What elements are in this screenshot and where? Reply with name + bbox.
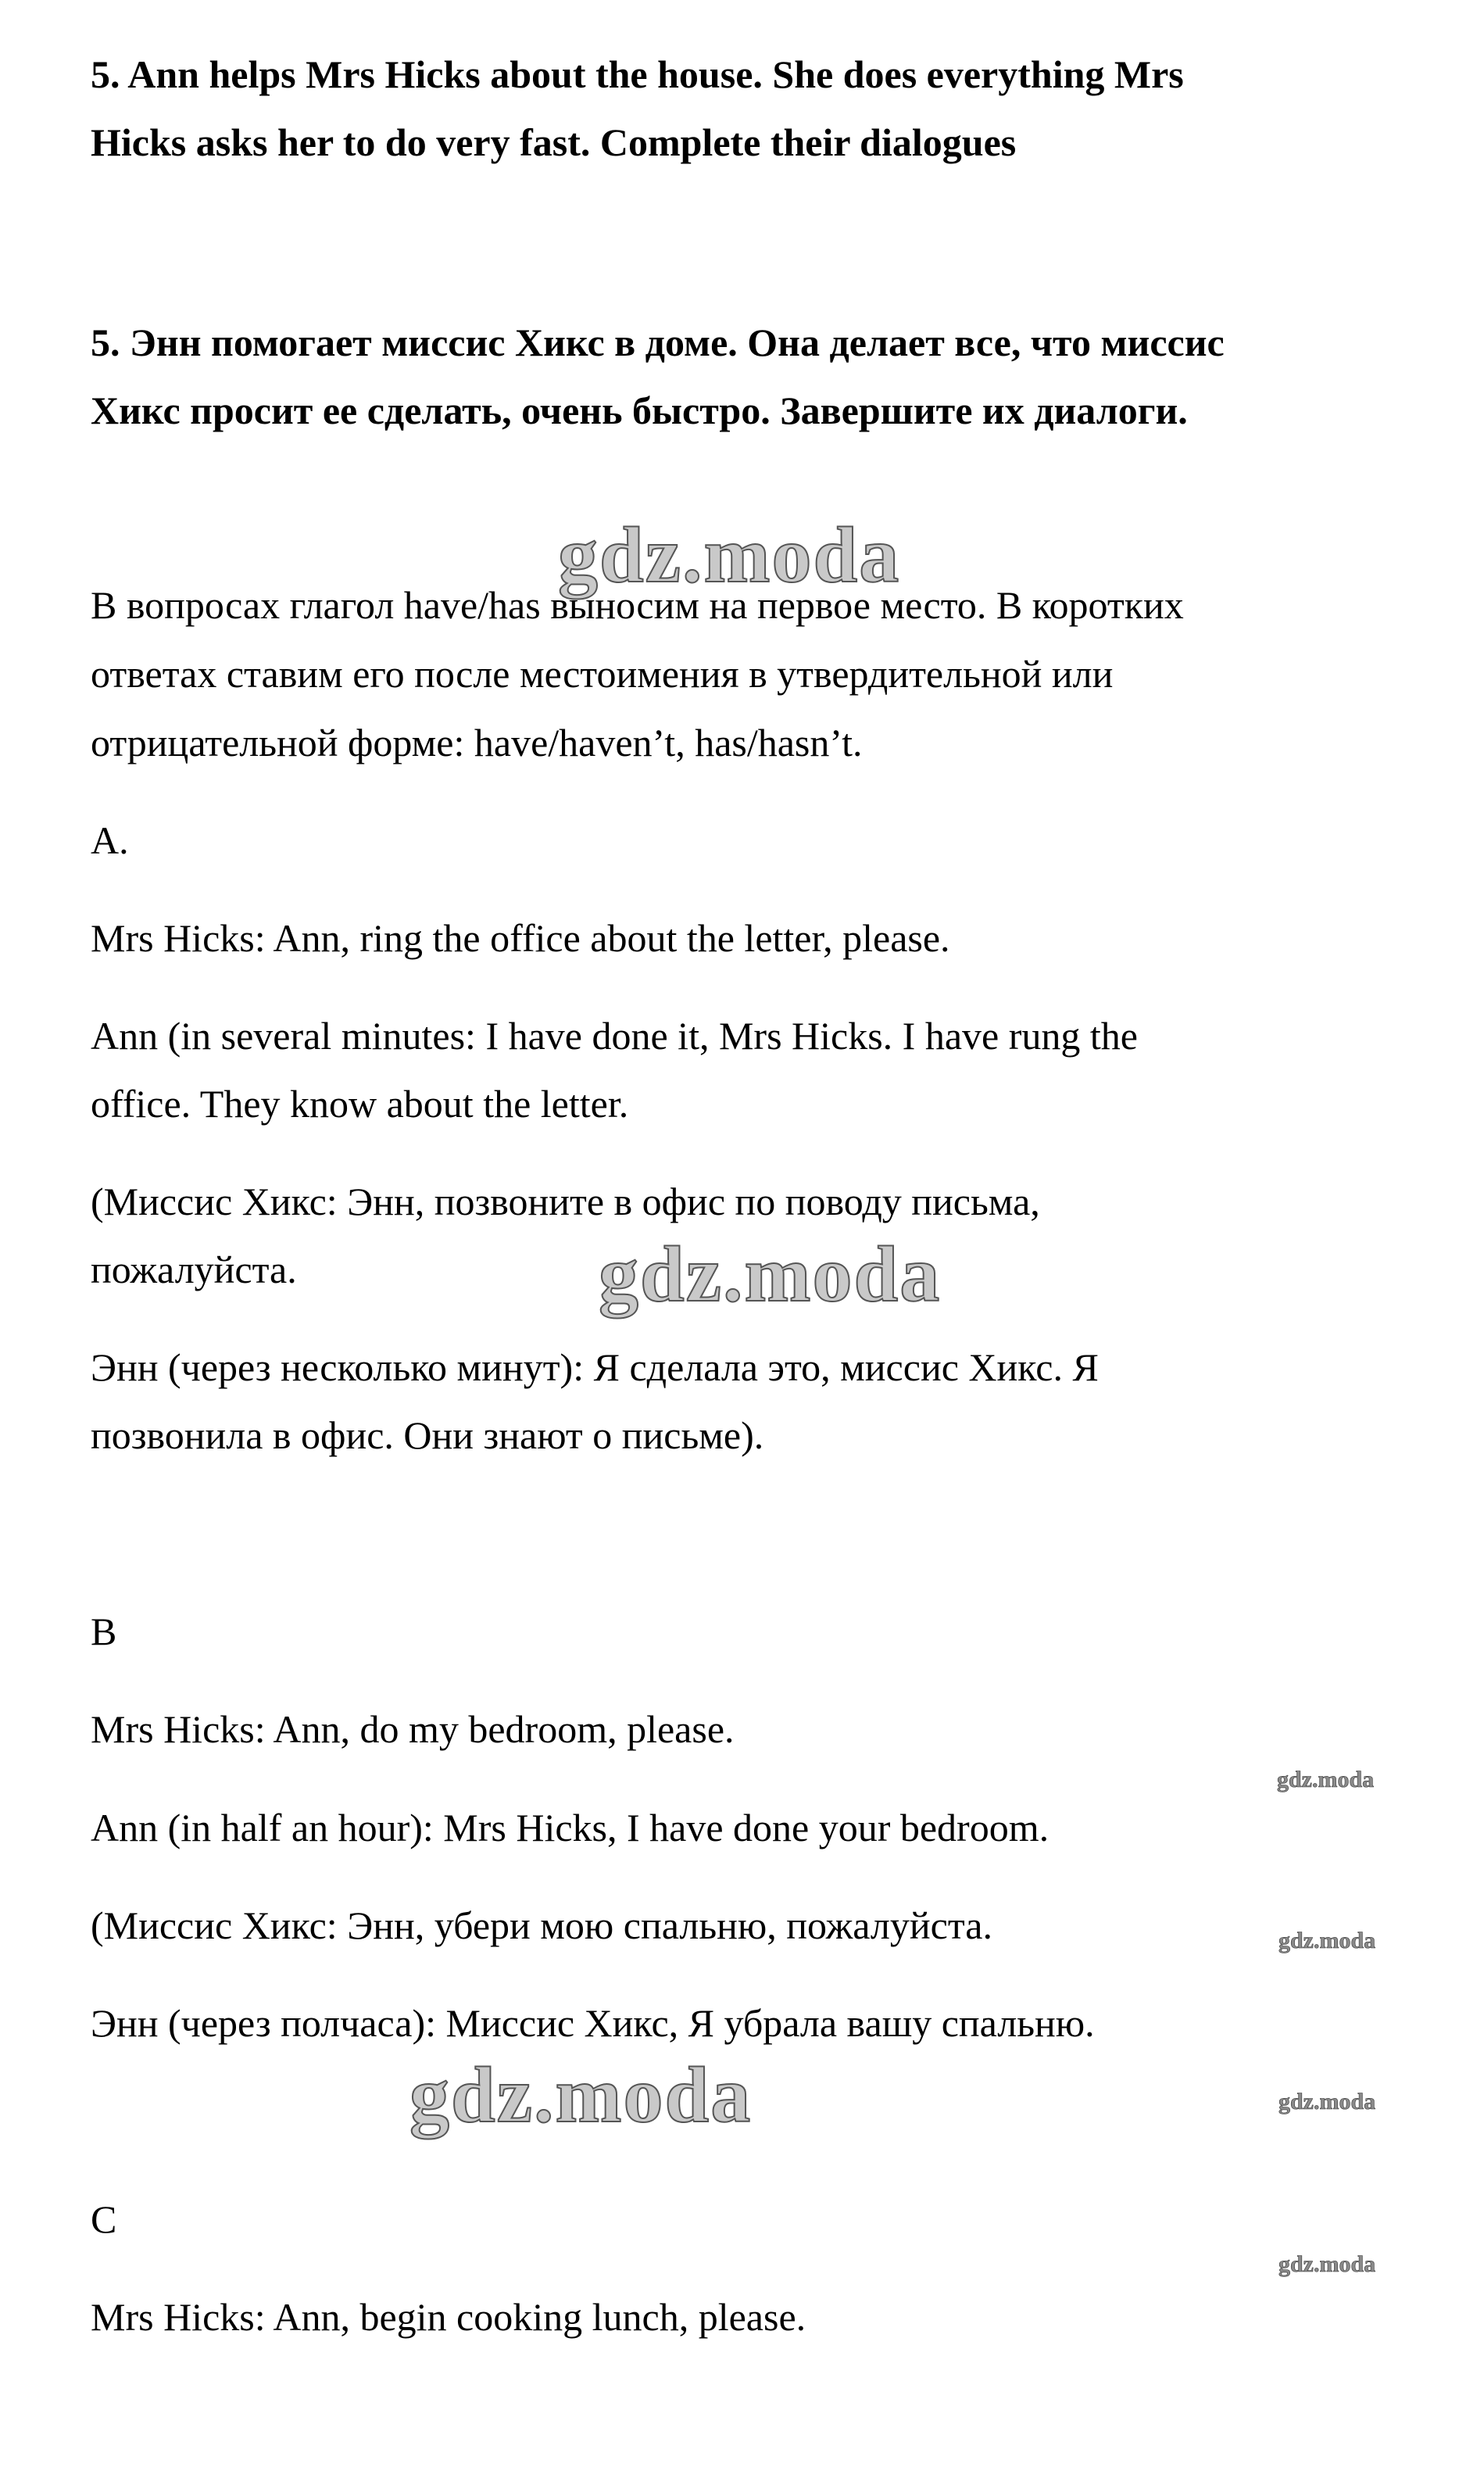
section-a-ann-en-line-1: Ann (in several minutes: I have done it, Mrs Hicks. I have rung the (91, 1014, 1138, 1058)
section-a-mrs-hicks-en: Mrs Hicks: Ann, ring the office about the letter, please. (91, 916, 950, 960)
section-b-mrs-hicks-ru: (Миссис Хикс: Энн, убери мою спальню, пожалуйста. (91, 1903, 992, 1947)
explanation-line-3: отрицательной форме: have/haven’t, has/hasn’t. (91, 721, 863, 764)
task-title-en-line-2: Hicks asks her to do very fast. Complete their dialogues (91, 120, 1017, 164)
watermark-large-2: gdz.moda (599, 1230, 942, 1319)
section-c-label: C (91, 2197, 117, 2241)
section-a-label: A. (91, 818, 129, 862)
section-a-ann-ru-line-2: позвонила в офис. Они знают о письме). (91, 1413, 764, 1457)
section-b-mrs-hicks-en: Mrs Hicks: Ann, do my bedroom, please. (91, 1707, 735, 1751)
watermark-small-2: gdz.moda (1278, 1928, 1376, 1953)
watermark-large-1: gdz.moda (558, 511, 901, 600)
section-a-ann-ru-line-1: Энн (через несколько минут): Я сделала это, миссис Хикс. Я (91, 1345, 1099, 1389)
task-title-en-line-1: 5. Ann helps Mrs Hicks about the house. She does everything Mrs (91, 52, 1184, 96)
watermark-large-3: gdz.moda (409, 2051, 753, 2139)
section-c-mrs-hicks-en: Mrs Hicks: Ann, begin cooking lunch, please. (91, 2295, 806, 2339)
task-title-ru-line-2: Хикс просит ее сделать, очень быстро. Завершите их диалоги. (91, 388, 1188, 432)
section-b-ann-ru: Энн (через полчаса): Миссис Хикс, Я убрала вашу спальню. (91, 2001, 1095, 2045)
watermark-small-1: gdz.moda (1277, 1767, 1375, 1792)
section-b-label: B (91, 1609, 117, 1653)
section-a-ann-en-line-2: office. They know about the letter. (91, 1082, 629, 1126)
explanation-line-1: В вопросах глагол have/has выносим на первое место. В коротких (91, 583, 1184, 627)
section-a-mrs-hicks-ru-line-1: (Миссис Хикс: Энн, позвоните в офис по поводу письма, (91, 1180, 1040, 1223)
task-title-ru-line-1: 5. Энн помогает миссис Хикс в доме. Она делает все, что миссис (91, 320, 1225, 364)
explanation-line-2: ответах ставим его после местоимения в утвердительной или (91, 652, 1114, 696)
watermark-small-3: gdz.moda (1278, 2089, 1376, 2114)
section-a-mrs-hicks-ru-line-2: пожалуйста. (91, 1248, 297, 1291)
section-b-ann-en: Ann (in half an hour): Mrs Hicks, I have done your bedroom. (91, 1806, 1050, 1849)
watermark-small-4: gdz.moda (1278, 2251, 1376, 2277)
